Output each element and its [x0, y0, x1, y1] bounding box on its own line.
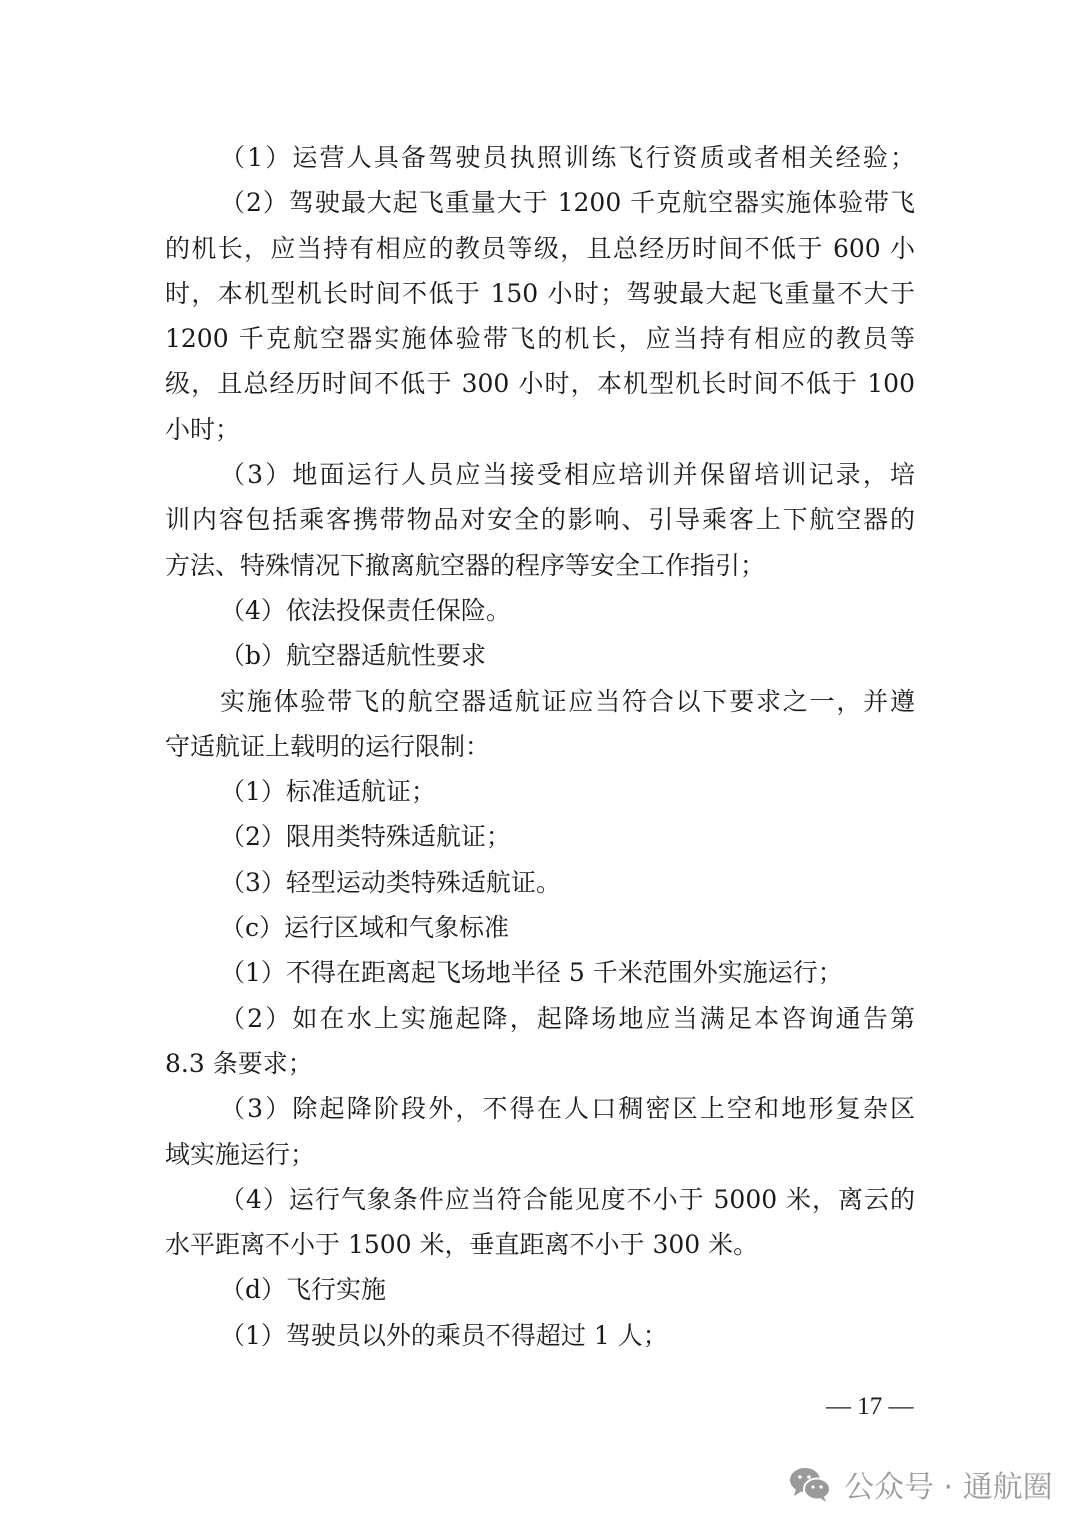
section-heading: （c）运行区域和气象标准: [220, 913, 510, 943]
section-heading: （b）航空器适航性要求: [220, 641, 487, 671]
text-line: （2）如在水上实施起降，起降场地应当满足本咨询通告第: [220, 1003, 915, 1033]
section-heading: （d）飞行实施: [220, 1275, 387, 1305]
text-line: （3）轻型运动类特殊适航证。: [220, 867, 561, 897]
text-line: 实施体验带飞的航空器适航证应当符合以下要求之一，并遵: [220, 686, 915, 716]
text-line: 水平距离不小于 1500 米，垂直距离不小于 300 米。: [165, 1230, 759, 1260]
wechat-icon: [788, 1465, 832, 1503]
text-line: （2）限用类特殊适航证；: [220, 822, 511, 852]
text-line: 守适航证上载明的运行限制：: [165, 731, 491, 761]
text-line: 级，且总经历时间不低于 300 小时，本机型机长时间不低于 100: [165, 369, 915, 399]
text-line: （4）依法投保责任保险。: [220, 595, 511, 625]
page-number: — 17 —: [826, 1393, 914, 1420]
text-line: （3）地面运行人员应当接受相应培训并保留培训记录，培: [220, 460, 915, 490]
text-line: 的机长，应当持有相应的教员等级，且总经历时间不低于 600 小: [165, 233, 915, 263]
text-line: 时，本机型机长时间不低于 150 小时；驾驶最大起飞重量不大于: [165, 278, 915, 308]
watermark-text: 公众号 · 通航圈: [844, 1470, 1053, 1505]
text-line: （2）驾驶最大起飞重量大于 1200 千克航空器实施体验带飞: [220, 188, 915, 218]
text-line: 域实施运行；: [165, 1139, 316, 1169]
text-line: （1）不得在距离起飞场地半径 5 千米范围外实施运行；: [220, 958, 843, 988]
watermark: [788, 1462, 1053, 1506]
text-line: （1）标准适航证；: [220, 777, 436, 807]
text-line: （1）驾驶员以外的乘员不得超过 1 人；: [220, 1320, 668, 1350]
document-body: [165, 135, 915, 1358]
text-line: 训内容包括乘客携带物品对安全的影响、引导乘客上下航空器的: [165, 505, 915, 535]
text-line: 方法、特殊情况下撤离航空器的程序等安全工作指引；: [165, 550, 766, 580]
text-line: 1200 千克航空器实施体验带飞的机长，应当持有相应的教员等: [165, 324, 915, 354]
text-line: （1）运营人具备驾驶员执照训练飞行资质或者相关经验；: [220, 143, 915, 172]
text-line: （4）运行气象条件应当符合能见度不小于 5000 米，离云的: [220, 1184, 915, 1214]
text-line: 8.3 条要求；: [165, 1048, 313, 1078]
text-line: （3）除起降阶段外，不得在人口稠密区上空和地形复杂区: [220, 1094, 915, 1124]
text-line: 小时；: [165, 414, 241, 444]
